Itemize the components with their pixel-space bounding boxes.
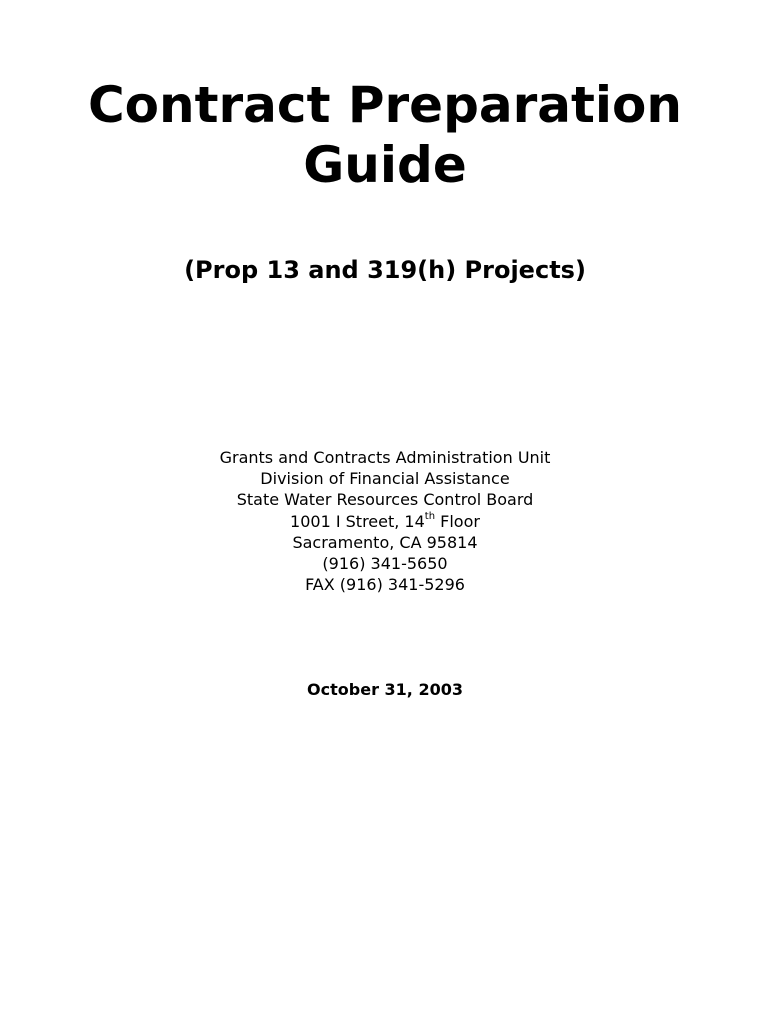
division-name: Division of Financial Assistance bbox=[260, 469, 510, 489]
unit-name: Grants and Contracts Administration Unit bbox=[219, 448, 551, 467]
document-title-line-1: Contract Preparation bbox=[87, 76, 683, 134]
board-name: State Water Resources Control Board bbox=[236, 490, 534, 510]
floor-ordinal-suffix: th bbox=[424, 511, 436, 523]
document-subtitle: (Prop 13 and 319(h) Projects) bbox=[184, 256, 586, 284]
phone-number: (916) 341-5650 bbox=[322, 554, 448, 574]
document-title-line-2: Guide bbox=[303, 136, 467, 194]
street-address bbox=[0, 511, 770, 532]
contact-address-block bbox=[0, 447, 770, 595]
document-date: October 31, 2003 bbox=[307, 680, 463, 699]
fax-number: FAX (916) 341-5296 bbox=[305, 575, 465, 595]
city-state-zip: Sacramento, CA 95814 bbox=[292, 532, 478, 552]
floor-label: Floor bbox=[435, 511, 480, 531]
street-number: 1001 I Street, 14 bbox=[290, 511, 425, 531]
